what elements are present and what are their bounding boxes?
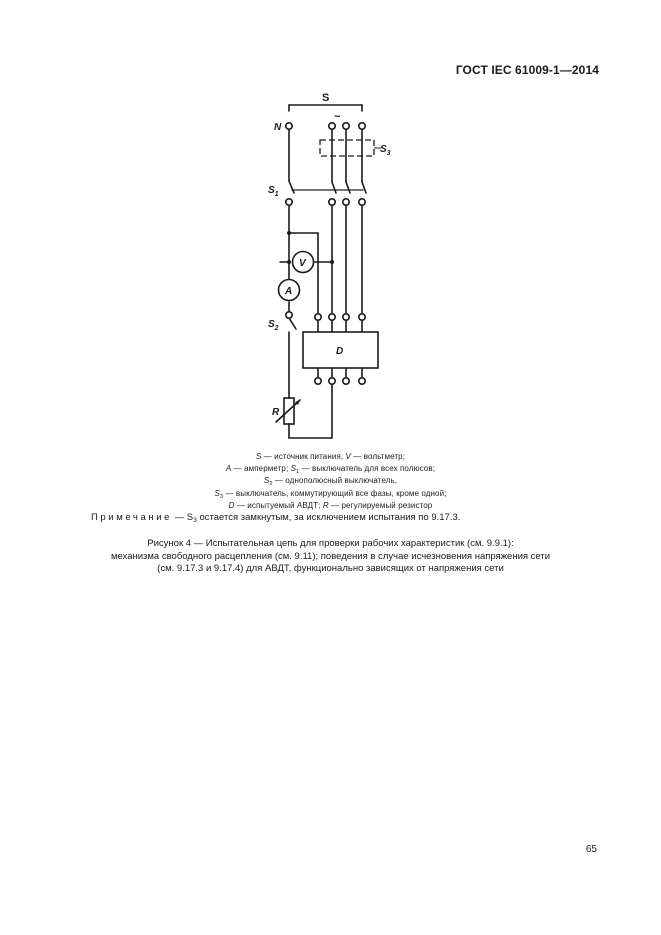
terminal-s1-l2 (343, 199, 349, 205)
s1-blade-l1 (332, 182, 336, 193)
label-device: D (336, 346, 344, 357)
terminal-l1-top (329, 123, 335, 129)
label-ammeter: A (285, 286, 293, 297)
terminal-d-out-2 (329, 378, 335, 384)
terminal-d-in-4 (359, 314, 365, 320)
terminal-n-top (286, 123, 292, 129)
source-bracket (289, 105, 362, 111)
terminal-s2 (286, 312, 292, 318)
legend-line-5: D — испытуемый АВДТ; R — регулируемый резистор (228, 500, 433, 510)
label-ac-symbol: ~ (334, 111, 341, 123)
page-number: 65 (585, 844, 597, 855)
note-label: Примечание (91, 512, 172, 523)
caption-line-2: механизма свободного расцепления (см. 9.11); поведения в случае исчезновения напряжения сети (110, 550, 551, 562)
label-s3: $S_3$ (380, 144, 391, 157)
s1-blade-n (289, 181, 294, 193)
terminal-d-in-1 (315, 314, 321, 320)
terminal-s1-n (286, 199, 292, 205)
junction-voltmeter-left (287, 260, 291, 264)
terminal-d-in-2 (329, 314, 335, 320)
caption-line-1: Рисунок 4 — Испытательная цепь для проверки рабочих характеристик (см. 9.9.1): (147, 538, 514, 549)
s1-blade-l3 (362, 182, 366, 193)
terminal-s1-l1 (329, 199, 335, 205)
diagram-legend (0, 451, 661, 512)
terminal-s1-l3 (359, 199, 365, 205)
junction-voltmeter-top (287, 231, 291, 235)
figure-caption (0, 538, 661, 576)
label-voltmeter: V (299, 258, 306, 269)
voltmeter-wiring-left (289, 233, 318, 314)
terminal-d-out-4 (359, 378, 365, 384)
legend-line-4: $S_3$ — выключатель, коммутирующий все фазы, кроме одной; (214, 488, 447, 500)
s1-blade-l2 (346, 182, 350, 193)
label-resistor: R (272, 407, 280, 418)
junction-voltmeter-phase (330, 260, 334, 264)
legend-line-1: S — источник питания, V — вольтметр; (255, 452, 406, 461)
label-s2: $S_2$ (268, 319, 279, 332)
terminal-d-out-3 (343, 378, 349, 384)
document-header: ГОСТ IEC 61009-1—2014 (455, 63, 599, 77)
figure-note: Примечание — $S_3$ остается замкнутым, за исключением испытания по 9.17.3. (91, 512, 461, 524)
s3-switch-outline (320, 140, 374, 156)
legend-line-2: A — амперметр; $S_1$ — выключатель для всех полюсов; (225, 464, 436, 476)
terminal-d-out-1 (315, 378, 321, 384)
return-wire (289, 384, 332, 438)
legend-line-3: $S_2$ — однополюсный выключатель, (263, 476, 398, 488)
terminal-d-in-3 (343, 314, 349, 320)
label-s1: $S_1$ (268, 185, 279, 198)
s2-blade (289, 318, 296, 329)
label-source: S (322, 92, 330, 104)
caption-line-3: (см. 9.17.3 и 9.17.4) для АВДТ, функционально зависящих от напряжения сети (157, 563, 504, 574)
label-neutral: N (274, 122, 282, 133)
terminal-l3-top (359, 123, 365, 129)
terminal-l2-top (343, 123, 349, 129)
